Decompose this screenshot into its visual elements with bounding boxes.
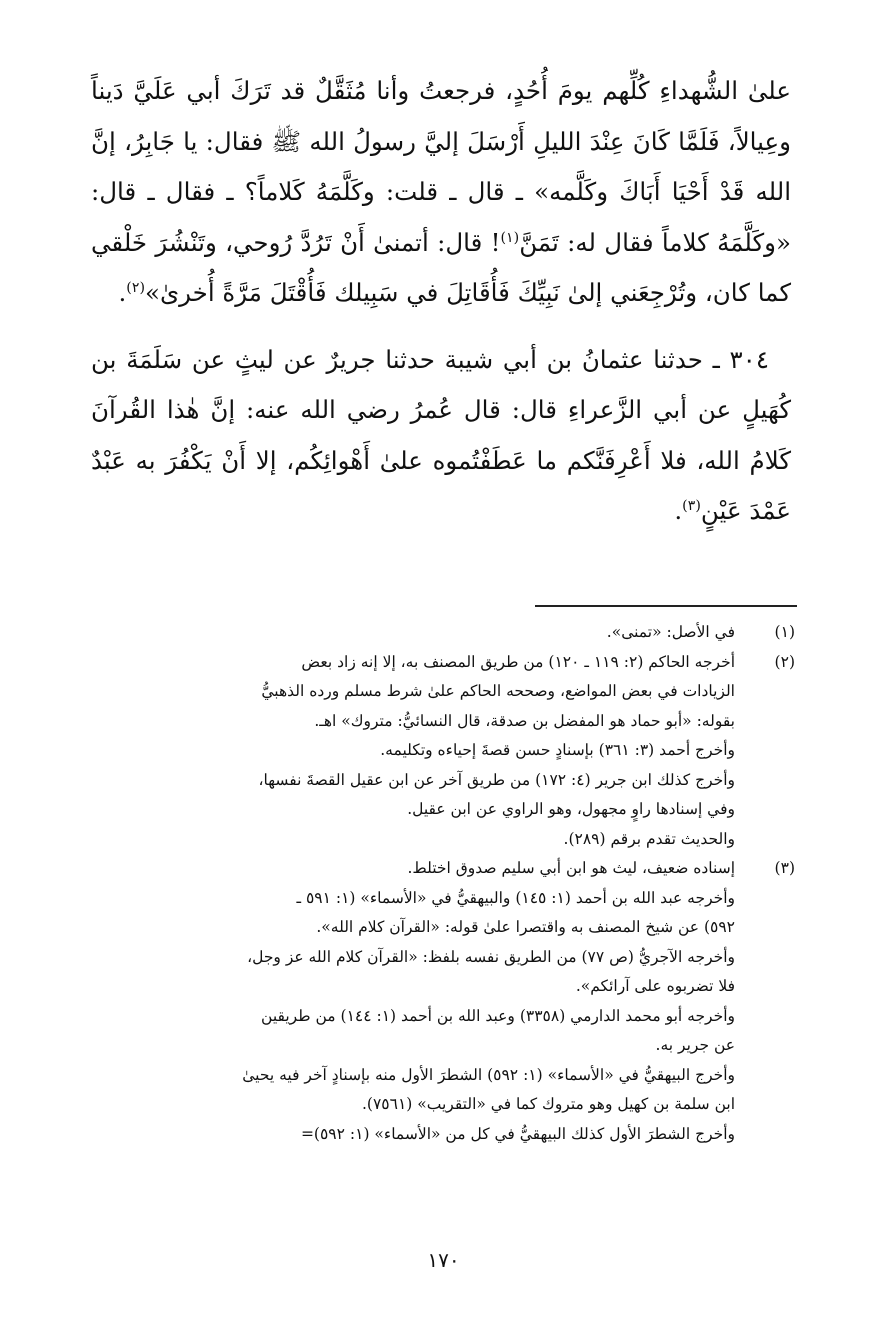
footnote-line: عن جرير به. <box>655 1036 735 1054</box>
text-line: قال: «وكَلَّمَهُ كلاماً فقال له: تَمَنَّ <box>91 177 791 257</box>
footnote-separator <box>535 605 797 607</box>
footnote-line: وفي إسنادها راوٍ مجهول، وهو الراوي عن ابن عقيل. <box>407 800 735 818</box>
paragraph-hadith-304 <box>91 335 791 537</box>
footnote-1 <box>90 618 795 648</box>
footnote-line: بقوله: «أبو حماد هو المفضل بن صدقة، قال النسائيُّ: متروك» اهـ. <box>314 711 735 730</box>
footnote-ref-3[interactable]: (٣) <box>682 497 701 514</box>
main-text <box>91 66 791 537</box>
text-line: علىٰ الشُّهداءِ كُلِّهم يومَ أُحُدٍ، فرجعتُ وأنا مُثَقَّلٌ قد تَرَكَ أبي عَلَيَّ دَيناً <box>91 76 791 105</box>
text-line: القُرآنَ كَلامُ الله، فلا أَعْرِفَنَّكم ما عَطَفْتُموه علىٰ أَهْوائِكُم، إلا أَنْ يَكْفُرَ <box>91 395 791 475</box>
footnote-line: وأخرجه عبد الله بن أحمد (١: ١٤٥) والبيهقيُّ في «الأسماء» (١: ٥٩١ ـ <box>296 888 735 907</box>
footnote-line: والحديث تقدم برقم (٢٨٩). <box>563 829 735 848</box>
footnote-line: ٥٩٢) عن شيخ المصنف به واقتصرا علىٰ قوله: «القرآن كلام الله». <box>316 918 735 936</box>
footnote-line: فلا تضربوه على آرائكم». <box>575 977 735 995</box>
footnote-number: (١) <box>774 623 795 641</box>
footnote-line: في الأصل: «تمنى». <box>606 623 735 641</box>
text-line: مَرَّةً أُخرىٰ» <box>145 278 262 307</box>
footnotes <box>90 618 795 1149</box>
text-line: سَلَمَةَ بن كُهَيلٍ عن أبي الزَّعراءِ قال: قال عُمرُ رضي الله عنه: إنَّ هٰذا <box>91 344 791 424</box>
footnote-line: ابن سلمة بن كهيل وهو متروك كما في «التقريب» (٧٥٦١). <box>362 1095 735 1113</box>
footnote-3 <box>90 854 795 1149</box>
text-line: وتَنْشُرَ خَلْقي كما كان، وتُرْجِعَني إلىٰ نَبِيِّكَ فَأُقَاتِلَ في سَبِيلك فَأُقْتَلَ <box>91 227 791 307</box>
footnote-line: الزيادات في بعض المواضع، وصححه الحاكم علىٰ شرط مسلم ورده الذهبيُّ <box>261 682 735 700</box>
footnote-line: إسناده ضعيف، ليث هو ابن أبي سليم صدوق اختلط. <box>407 859 735 877</box>
text-line: به عَبْدٌ عَمْدَ عَيْنٍ <box>91 445 791 525</box>
footnote-number: (٢) <box>774 652 795 671</box>
text-line: وعِيالاً، فَلَمَّا كَانَ عِنْدَ الليلِ أَرْسَلَ إليَّ رسولُ الله ﷺ فقال: يا جَابِرُ، <box>124 126 791 156</box>
text-line: ! قال: أتمنىٰ أَنْ تَرُدَّ رُوحي، <box>225 227 501 257</box>
footnote-line: وأخرج كذلك ابن جرير (٤: ١٧٢) من طريق آخر عن ابن عقيل القصةَ نفسها، <box>258 770 735 789</box>
hadith-304-text: ٣٠٤ ـ حدثنا عثمانُ بن أبي شيبة حدثنا جريرٌ عن ليثٍ عن <box>191 344 769 374</box>
footnote-line: وأخرج البيهقيُّ في «الأسماء» (١: ٥٩٢) الشطرَ الأول منه بإسنادٍ آخر فيه يحيىٰ <box>242 1065 735 1084</box>
footnote-ref-1[interactable]: (١) <box>500 229 520 246</box>
text-line: . <box>674 496 683 525</box>
footnote-line: أخرجه الحاكم (٢: ١١٩ ـ ١٢٠) من طريق المصنف به، إلا إنه زاد بعض <box>301 652 735 671</box>
footnote-2 <box>90 648 795 855</box>
footnote-number: (٣) <box>774 859 795 877</box>
text-line: إنَّ الله قَدْ أَحْيَا أَبَاكَ وكَلَّمه» ـ قال ـ قلت: وكَلَّمَهُ كَلاماً؟ ـ فقال ـ <box>91 126 791 206</box>
footnote-line: وأخرج الشطرَ الأول كذلك البيهقيُّ في كل من «الأسماء» (١: ٥٩٢)= <box>300 1124 735 1143</box>
footnote-line: وأخرج أحمد (٣: ٣٦١) بإسنادٍ حسن قصةَ إحياءه وتكليمه. <box>380 741 735 759</box>
page-number: ١٧٠ <box>427 1248 460 1272</box>
text-line: . <box>118 278 127 307</box>
paragraph-hadith-303-end <box>91 66 791 319</box>
footnote-line: وأخرجه الآجريُّ (ص ٧٧) من الطريق نفسه بلفظ: «القرآن كلام الله عز وجل، <box>247 947 735 966</box>
footnote-line: وأخرجه أبو محمد الدارمي (٣٣٥٨) وعبد الله بن أحمد (١: ١٤٤) من طريقين <box>261 1006 735 1025</box>
footnote-ref-2[interactable]: (٢) <box>126 279 145 296</box>
